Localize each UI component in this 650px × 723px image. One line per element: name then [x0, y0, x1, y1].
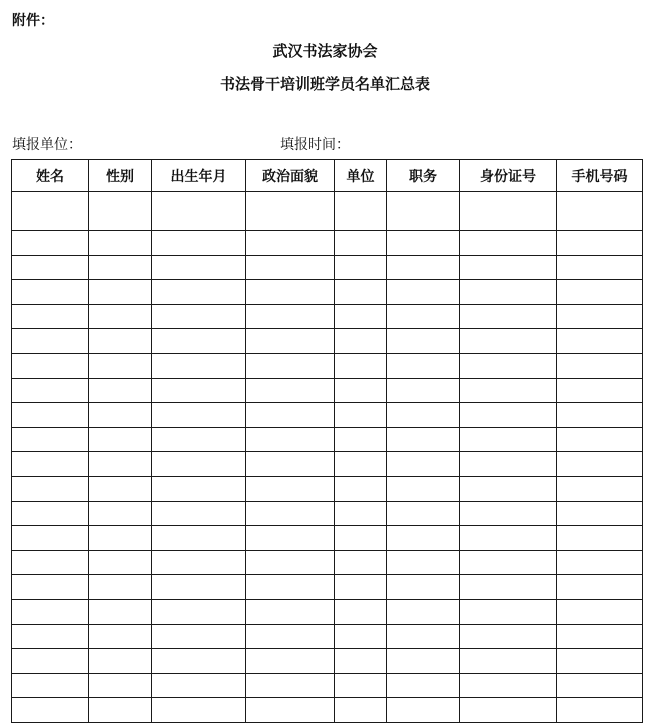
table-cell[interactable]	[246, 353, 335, 378]
table-cell[interactable]	[460, 599, 557, 624]
table-row	[12, 673, 643, 698]
table-cell[interactable]	[335, 476, 387, 501]
table-cell[interactable]	[335, 624, 387, 649]
table-cell[interactable]	[246, 476, 335, 501]
table-cell[interactable]	[387, 698, 460, 723]
table-cell[interactable]	[152, 575, 246, 600]
table-cell[interactable]	[460, 231, 557, 256]
table-cell[interactable]	[12, 304, 89, 329]
table-cell[interactable]	[335, 403, 387, 428]
reporting-time-label: 填报时间：	[280, 137, 350, 153]
table-row	[12, 550, 643, 575]
table-cell[interactable]	[12, 575, 89, 600]
table-cell[interactable]	[246, 649, 335, 674]
table-row	[12, 403, 643, 428]
table-cell[interactable]	[246, 304, 335, 329]
table-cell[interactable]	[387, 427, 460, 452]
table-cell[interactable]	[460, 698, 557, 723]
table-cell[interactable]	[387, 550, 460, 575]
table-cell[interactable]	[460, 255, 557, 280]
table-cell[interactable]	[12, 550, 89, 575]
table-cell[interactable]	[89, 649, 152, 674]
table-cell[interactable]	[152, 698, 246, 723]
table-cell[interactable]	[387, 378, 460, 403]
table-cell[interactable]	[246, 452, 335, 477]
table-cell[interactable]	[89, 192, 152, 231]
table-cell[interactable]	[12, 427, 89, 452]
table-cell[interactable]	[335, 231, 387, 256]
table-cell[interactable]	[246, 280, 335, 305]
table-cell[interactable]	[335, 575, 387, 600]
organization-title: 武汉书法家协会	[272, 42, 378, 60]
table-cell[interactable]	[12, 280, 89, 305]
table-cell[interactable]	[335, 353, 387, 378]
table-cell[interactable]	[460, 378, 557, 403]
table-cell[interactable]	[12, 329, 89, 354]
table-cell[interactable]	[12, 353, 89, 378]
table-cell[interactable]	[246, 526, 335, 551]
table-row	[12, 476, 643, 501]
table-cell[interactable]	[460, 403, 557, 428]
table-row	[12, 231, 643, 256]
table-cell[interactable]	[387, 304, 460, 329]
table-cell[interactable]	[89, 575, 152, 600]
table-cell[interactable]	[335, 255, 387, 280]
column-header-gender: 性别	[89, 160, 152, 192]
table-cell[interactable]	[12, 501, 89, 526]
table-cell[interactable]	[246, 403, 335, 428]
table-cell[interactable]	[12, 526, 89, 551]
table-row	[12, 329, 643, 354]
table-cell[interactable]	[557, 649, 643, 674]
table-cell[interactable]	[460, 192, 557, 231]
table-cell[interactable]	[335, 280, 387, 305]
table-row	[12, 649, 643, 674]
table-cell[interactable]	[89, 526, 152, 551]
table-cell[interactable]	[557, 526, 643, 551]
header-row	[12, 160, 643, 192]
table-row	[12, 192, 643, 231]
table-cell[interactable]	[460, 550, 557, 575]
table-cell[interactable]	[387, 280, 460, 305]
table-row	[12, 378, 643, 403]
table-cell[interactable]	[89, 378, 152, 403]
table-cell[interactable]	[460, 624, 557, 649]
table-cell[interactable]	[335, 698, 387, 723]
table-cell[interactable]	[460, 501, 557, 526]
table-cell[interactable]	[89, 231, 152, 256]
table-cell[interactable]	[89, 329, 152, 354]
table-cell[interactable]	[557, 280, 643, 305]
table-cell[interactable]	[557, 378, 643, 403]
table-cell[interactable]	[89, 403, 152, 428]
table-cell[interactable]	[12, 192, 89, 231]
table-cell[interactable]	[152, 280, 246, 305]
table-cell[interactable]	[387, 231, 460, 256]
table-cell[interactable]	[12, 698, 89, 723]
table-cell[interactable]	[152, 329, 246, 354]
table-cell[interactable]	[335, 378, 387, 403]
table-cell[interactable]	[557, 427, 643, 452]
table-cell[interactable]	[557, 403, 643, 428]
roster-body	[12, 192, 643, 723]
table-cell[interactable]	[460, 452, 557, 477]
table-cell[interactable]	[460, 526, 557, 551]
table-cell[interactable]	[335, 673, 387, 698]
table-cell[interactable]	[335, 526, 387, 551]
table-cell[interactable]	[152, 599, 246, 624]
table-cell[interactable]	[335, 649, 387, 674]
table-cell[interactable]	[557, 304, 643, 329]
table-cell[interactable]	[387, 452, 460, 477]
table-cell[interactable]	[387, 649, 460, 674]
table-cell[interactable]	[152, 550, 246, 575]
table-cell[interactable]	[152, 231, 246, 256]
table-row	[12, 353, 643, 378]
reporting-unit-label: 填报单位：	[12, 137, 82, 153]
table-cell[interactable]	[152, 403, 246, 428]
table-cell[interactable]	[460, 649, 557, 674]
table-cell[interactable]	[152, 624, 246, 649]
table-cell[interactable]	[89, 353, 152, 378]
column-header-birth: 出生年月	[152, 160, 246, 192]
table-cell[interactable]	[246, 599, 335, 624]
attachment-label: 附件：	[12, 13, 54, 29]
roster-table	[11, 159, 643, 723]
table-cell[interactable]	[246, 624, 335, 649]
table-row	[12, 575, 643, 600]
table-cell[interactable]	[557, 550, 643, 575]
table-cell[interactable]	[557, 698, 643, 723]
table-cell[interactable]	[152, 192, 246, 231]
table-cell[interactable]	[89, 550, 152, 575]
table-cell[interactable]	[12, 378, 89, 403]
table-cell[interactable]	[246, 231, 335, 256]
table-row	[12, 255, 643, 280]
table-cell[interactable]	[89, 304, 152, 329]
table-cell[interactable]	[460, 427, 557, 452]
column-header-name: 姓名	[12, 160, 89, 192]
table-cell[interactable]	[152, 255, 246, 280]
table-cell[interactable]	[460, 353, 557, 378]
table-cell[interactable]	[557, 476, 643, 501]
table-cell[interactable]	[557, 452, 643, 477]
table-cell[interactable]	[12, 649, 89, 674]
table-cell[interactable]	[335, 452, 387, 477]
table-cell[interactable]	[557, 231, 643, 256]
table-cell[interactable]	[89, 427, 152, 452]
table-cell[interactable]	[557, 575, 643, 600]
table-cell[interactable]	[152, 304, 246, 329]
table-cell[interactable]	[387, 575, 460, 600]
table-cell[interactable]	[12, 231, 89, 256]
table-cell[interactable]	[246, 698, 335, 723]
table-row	[12, 624, 643, 649]
table-cell[interactable]	[89, 501, 152, 526]
table-cell[interactable]	[460, 304, 557, 329]
table-cell[interactable]	[387, 476, 460, 501]
table-cell[interactable]	[246, 550, 335, 575]
table-cell[interactable]	[557, 599, 643, 624]
table-cell[interactable]	[246, 575, 335, 600]
table-cell[interactable]	[387, 329, 460, 354]
table-cell[interactable]	[557, 624, 643, 649]
table-cell[interactable]	[335, 599, 387, 624]
table-cell[interactable]	[12, 624, 89, 649]
table-cell[interactable]	[152, 501, 246, 526]
table-cell[interactable]	[246, 378, 335, 403]
table-cell[interactable]	[89, 476, 152, 501]
table-cell[interactable]	[460, 280, 557, 305]
table-row	[12, 304, 643, 329]
table-cell[interactable]	[557, 501, 643, 526]
table-cell[interactable]	[12, 255, 89, 280]
table-cell[interactable]	[335, 329, 387, 354]
table-cell[interactable]	[152, 526, 246, 551]
table-cell[interactable]	[246, 192, 335, 231]
table-cell[interactable]	[89, 599, 152, 624]
table-cell[interactable]	[152, 378, 246, 403]
table-cell[interactable]	[89, 698, 152, 723]
column-header-id-number: 身份证号	[460, 160, 557, 192]
table-cell[interactable]	[152, 673, 246, 698]
column-header-phone: 手机号码	[557, 160, 643, 192]
table-cell[interactable]	[557, 353, 643, 378]
table-cell[interactable]	[89, 280, 152, 305]
table-cell[interactable]	[89, 452, 152, 477]
table-cell[interactable]	[335, 501, 387, 526]
table-cell[interactable]	[557, 329, 643, 354]
table-cell[interactable]	[12, 476, 89, 501]
table-cell[interactable]	[12, 403, 89, 428]
table-cell[interactable]	[246, 427, 335, 452]
column-header-unit: 单位	[335, 160, 387, 192]
table-cell[interactable]	[557, 673, 643, 698]
table-cell[interactable]	[335, 550, 387, 575]
table-cell[interactable]	[557, 192, 643, 231]
table-cell[interactable]	[335, 192, 387, 231]
table-row	[12, 452, 643, 477]
table-cell[interactable]	[335, 427, 387, 452]
table-cell[interactable]	[246, 673, 335, 698]
table-cell[interactable]	[460, 476, 557, 501]
table-cell[interactable]	[387, 192, 460, 231]
table-cell[interactable]	[152, 353, 246, 378]
table-cell[interactable]	[12, 599, 89, 624]
table-cell[interactable]	[387, 501, 460, 526]
table-row	[12, 526, 643, 551]
table-cell[interactable]	[12, 452, 89, 477]
column-header-political-status: 政治面貌	[246, 160, 335, 192]
table-row	[12, 599, 643, 624]
table-cell[interactable]	[387, 403, 460, 428]
table-cell[interactable]	[152, 452, 246, 477]
table-cell[interactable]	[246, 501, 335, 526]
table-cell[interactable]	[387, 526, 460, 551]
table-cell[interactable]	[387, 353, 460, 378]
table-cell[interactable]	[460, 673, 557, 698]
table-row	[12, 427, 643, 452]
table-cell[interactable]	[387, 255, 460, 280]
table-cell[interactable]	[557, 255, 643, 280]
table-cell[interactable]	[460, 575, 557, 600]
table-cell[interactable]	[387, 673, 460, 698]
table-cell[interactable]	[152, 427, 246, 452]
form-title: 书法骨干培训班学员名单汇总表	[219, 75, 430, 93]
table-cell[interactable]	[89, 255, 152, 280]
table-cell[interactable]	[246, 329, 335, 354]
table-cell[interactable]	[89, 624, 152, 649]
table-cell[interactable]	[460, 329, 557, 354]
table-cell[interactable]	[152, 476, 246, 501]
table-row	[12, 280, 643, 305]
table-cell[interactable]	[246, 255, 335, 280]
table-cell[interactable]	[387, 624, 460, 649]
table-cell[interactable]	[12, 673, 89, 698]
table-cell[interactable]	[89, 673, 152, 698]
table-row	[12, 698, 643, 723]
table-cell[interactable]	[387, 599, 460, 624]
table-cell[interactable]	[152, 649, 246, 674]
table-row	[12, 501, 643, 526]
column-header-position: 职务	[387, 160, 460, 192]
table-cell[interactable]	[335, 304, 387, 329]
